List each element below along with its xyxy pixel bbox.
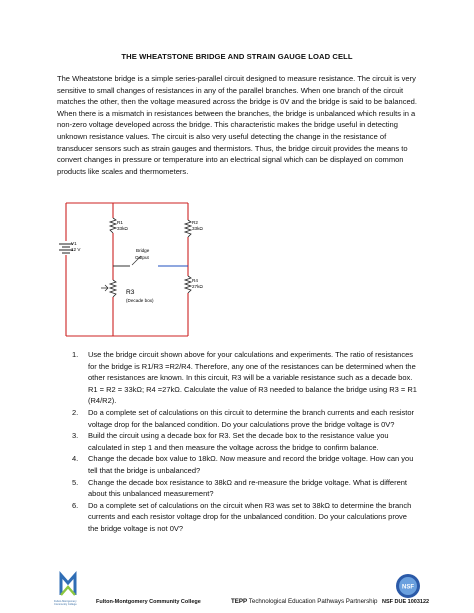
- r4-resistor: [185, 276, 191, 293]
- r2-value: 33kΩ: [192, 226, 203, 231]
- page-title: THE WHEATSTONE BRIDGE AND STRAIN GAUGE LOAD CELL: [121, 52, 353, 61]
- r3-label: R3: [126, 289, 135, 296]
- nsf-logo-icon: [395, 573, 421, 599]
- r3-resistor: [110, 280, 116, 297]
- question-text: Do a complete set of calculations on this circuit to determine the branch currents and each resistor voltage drop for the balanced condition. Do your calculations prove the bridge voltage is 0V?: [88, 407, 414, 429]
- intro-paragraph: The Wheatstone bridge is a simple series-parallel circuit designed to measure resistance. The circuit is very sensitive to small changes of resistances in any of the parallel branches. When one branch of the circuit matches the other, then the voltage measured across the bridge is 0V and the bridge is said to be balanced. When there is a mismatch in resistances between the branches, the bridge is unbalanced which results in a non-zero voltage developed across the bridge. This characteristic makes the bridge useful in detecting unknown resistance values. The circuit is also very useful detecting the change in the resistance of transducer sensors such as strain gauges and thermistors. Thus, the bridge circuit provides the means to convert changes in pressure or temperature into an electrical signal which can be displayed on common products like scales and thermometers.: [57, 74, 417, 176]
- question-number: 3.: [72, 431, 79, 441]
- question-item: [57, 349, 417, 407]
- r2-resistor: [185, 220, 191, 237]
- question-text: Do a complete set of calculations on the circuit when R3 was set to 38kΩ to determine the branch currents and each resistor voltage drop for the unbalanced condition. Do your calculations prove the bridge voltage is not 0V?: [88, 500, 412, 533]
- question-text: Change the decade box value to 18kΩ. Now measure and record the bridge voltage. How can you tell that the bridge is unbalanced?: [88, 454, 414, 475]
- output-label: Output: [135, 255, 149, 260]
- question-text: Change the decade box resistance to 38kΩ and re-measure the bridge voltage. What is different about this unbalanced measurement?: [88, 477, 407, 499]
- fmcc-logo-icon: [58, 569, 82, 599]
- question-item: [57, 500, 417, 535]
- college-name: Fulton-Montgomery Community College: [96, 599, 201, 605]
- r3-note: (Decade box): [126, 298, 154, 303]
- fmcc-logo-text: Fulton-Montgomery Community College: [54, 600, 77, 606]
- tepp-full: Technological Education Pathways Partnership: [247, 598, 378, 605]
- r4-label: R4: [192, 278, 198, 283]
- question-number: 5.: [72, 477, 79, 487]
- tepp-name: [231, 598, 377, 605]
- question-item: [57, 477, 417, 500]
- r1-label: R1: [117, 220, 123, 225]
- r1-resistor: [110, 218, 116, 233]
- nsf-grant: NSF DUE 1003122: [382, 599, 430, 605]
- bridge-label: Bridge: [136, 248, 150, 253]
- svg-text:NSF: NSF: [402, 584, 414, 591]
- question-number: 1.: [72, 350, 79, 359]
- r2-label: R2: [192, 220, 198, 225]
- question-item: [57, 430, 417, 453]
- r1-value: 33kΩ: [117, 226, 128, 231]
- question-number: 4.: [72, 454, 79, 464]
- v1-value: 12 V: [71, 247, 81, 252]
- question-item: [57, 453, 417, 476]
- question-number: 2.: [72, 407, 79, 417]
- question-text: Use the bridge circuit shown above for your calculations and experiments. The ratio of resistances for the bridge is R1/R3 =R2/R4. Therefore, any one of the resistances can be determined when the other resistances are known. In this circuit, R3 will be a variable resistance such as a decade box. R1 = R2 = 33kΩ; R4 =27kΩ. Calculate the value of R3 needed to balance the bridge using R3 = R1 (R4/R2).: [88, 350, 417, 406]
- tepp-abbr: TEPP: [231, 598, 248, 605]
- r4-value: 27kΩ: [192, 284, 203, 289]
- question-item: [57, 407, 417, 430]
- page-footer: [0, 569, 474, 613]
- question-number: 6.: [72, 500, 79, 510]
- r3-variable-arrow: [101, 285, 108, 291]
- question-text: Build the circuit using a decade box for R3. Set the decade box to the resistance value you calculated in step 1 and then measure the voltage across the bridge to confirm balance.: [88, 431, 389, 452]
- v1-label: V1: [71, 241, 77, 246]
- wheatstone-circuit-diagram: [40, 196, 260, 344]
- question-list: [57, 349, 417, 535]
